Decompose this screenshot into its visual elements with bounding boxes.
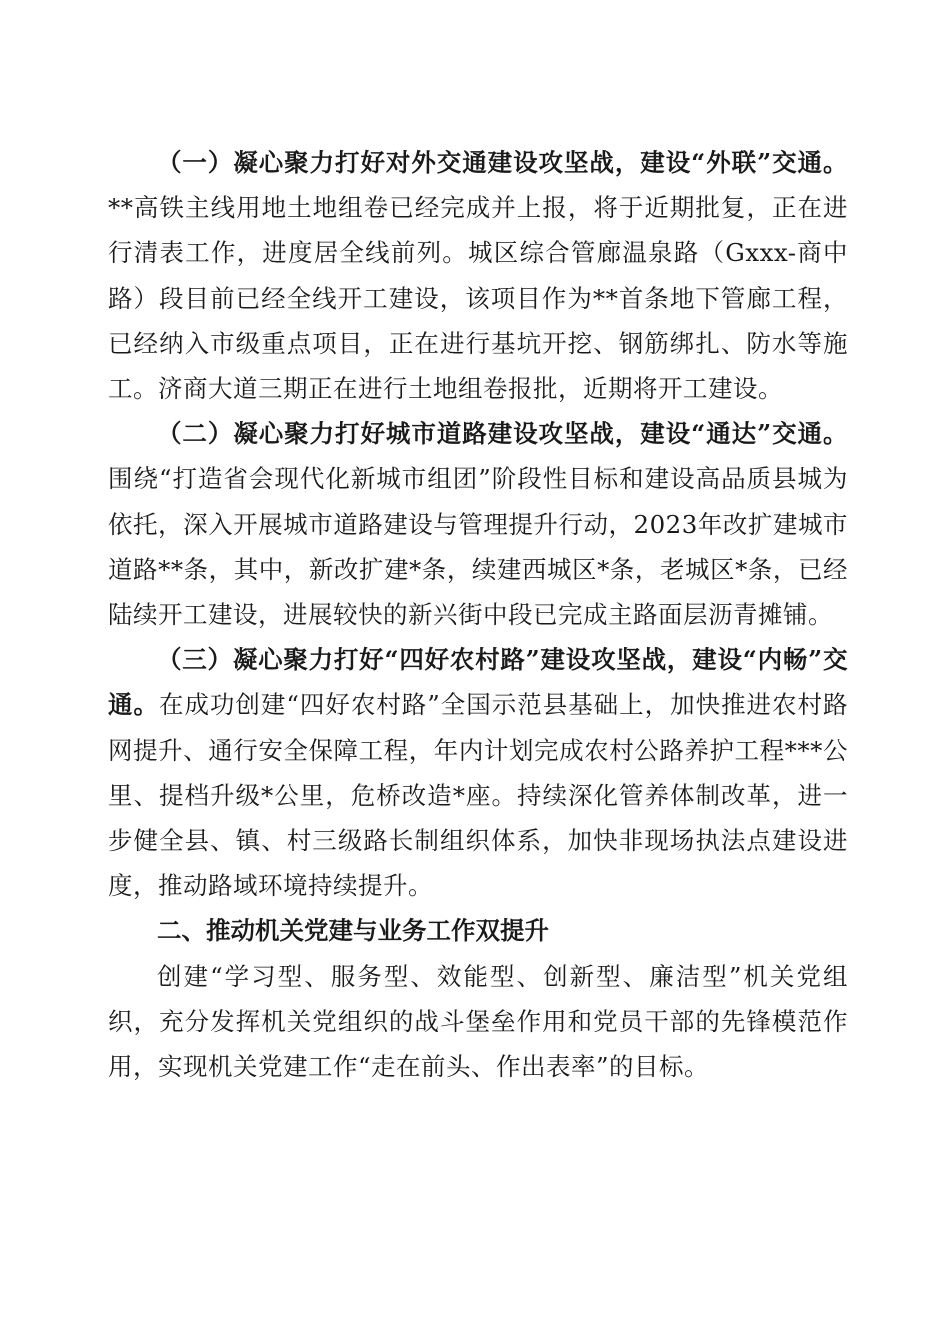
section-1-paragraph — [108, 140, 848, 411]
section-2-paragraph — [108, 411, 848, 637]
section-2-body: 围绕“打造省会现代化新城市组团”阶段性目标和建设高品质县城为依托，深入开展城市道路建设与管理提升行动，2023年改扩建城市道路**条，其中，新改扩建*条，续建西城区*条，老城区*条，已经陆续开工建设，进展较快的新兴街中段已完成主路面层沥青摊铺。 — [108, 464, 848, 630]
section-3-body: 在成功创建“四好农村路”全国示范县基础上，加快推进农村路网提升、通行安全保障工程，年内计划完成农村公路养护工程***公里、提档升级*公里，危桥改造*座。持续深化管养体制改革，进一步健全县、镇、村三级路长制组织体系，加快非现场执法点建设进度，推动路域环境持续提升。 — [108, 690, 848, 901]
section-3-lead: （三）凝心聚力打好“四好农村路”建设攻坚战，建设“内畅”交通。 — [108, 645, 848, 720]
section-1-lead: （一）凝心聚力打好对外交通建设攻坚战，建设“外联”交通。 — [157, 148, 848, 177]
section-2-lead: （二）凝心聚力打好城市道路建设攻坚战，建设“通达”交通。 — [157, 419, 848, 449]
section-3-paragraph — [108, 637, 848, 908]
section-1-body: **高铁主线用地土地组卷已经完成并上报，将于近期批复，正在进行清表工作，进度居全线前列。城区综合管廊温泉路（Gxxx-商中路）段目前已经全线开工建设，该项目作为**首条地下管廊工程，已经纳入市级重点项目，正在进行基坑开挖、钢筋绑扎、防水等施工。济商大道三期正在进行土地组卷报批，近期将开工建设。 — [108, 193, 848, 404]
section-heading-2: 二、推动机关党建与业务工作双提升 — [157, 916, 549, 946]
document-page — [108, 140, 848, 1089]
final-paragraph: 创建“学习型、服务型、效能型、创新型、廉洁型”机关党组织，充分发挥机关党组织的战斗堡垒作用和党员干部的先锋模范作用，实现机关党建工作“走在前头、作出表率”的目标。 — [108, 961, 848, 1082]
